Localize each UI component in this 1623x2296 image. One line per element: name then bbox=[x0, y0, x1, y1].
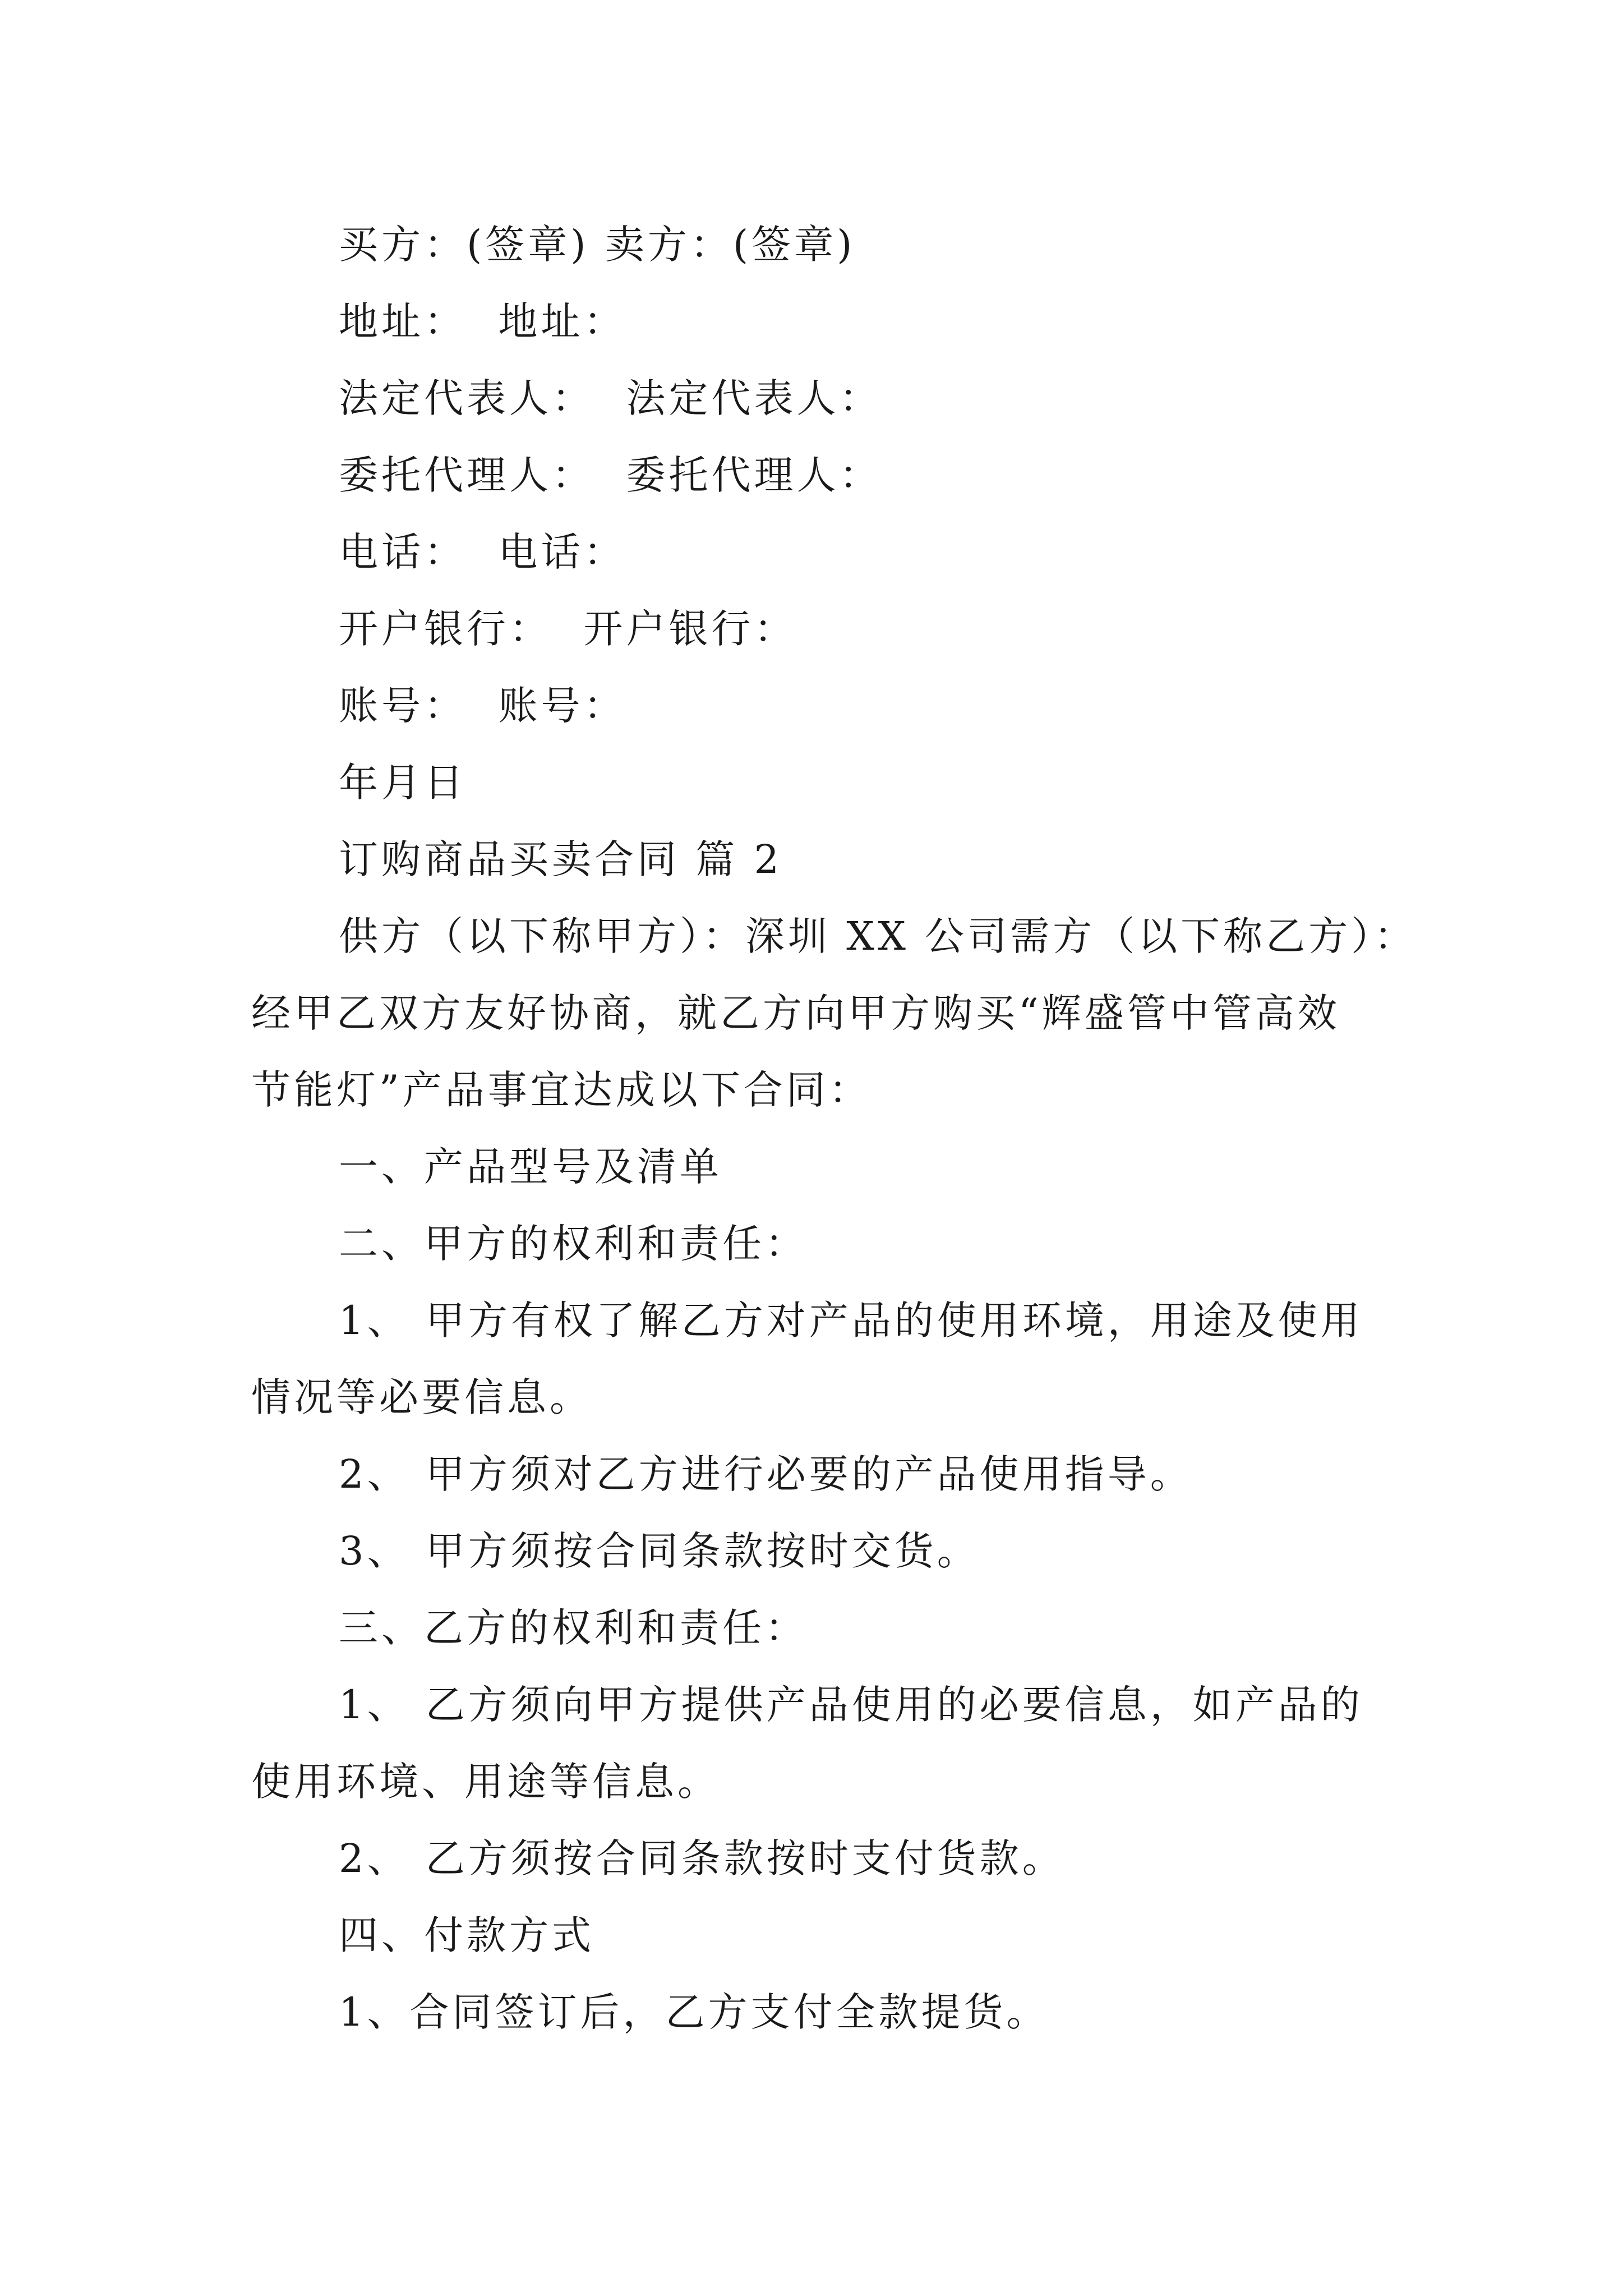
section-heading-3: 三、乙方的权利和责任： bbox=[339, 1605, 808, 1651]
clause-2-1-line-1: 1、 甲方有权了解乙方对产品的使用环境，用途及使用 bbox=[339, 1297, 1363, 1343]
authorized-agent-line: 委托代理人： 委托代理人： bbox=[339, 452, 882, 498]
legal-representative-line: 法定代表人： 法定代表人： bbox=[339, 375, 882, 421]
signature-line: 买方：(签章) 卖方：(签章) bbox=[339, 222, 856, 268]
clause-2-3: 3、 甲方须按合同条款按时交货。 bbox=[339, 1528, 980, 1574]
bank-line: 开户银行： 开户银行： bbox=[339, 606, 797, 652]
clause-3-2: 2、 乙方须按合同条款按时支付货款。 bbox=[339, 1835, 1065, 1881]
phone-line: 电话： 电话： bbox=[339, 529, 626, 575]
account-line: 账号： 账号： bbox=[339, 683, 626, 729]
parties-paragraph-line-3: 节能灯”产品事宜达成以下合同： bbox=[251, 1067, 872, 1113]
clause-2-2: 2、 甲方须对乙方进行必要的产品使用指导。 bbox=[339, 1451, 1193, 1497]
parties-paragraph-line-2: 经甲乙双方友好协商，就乙方向甲方购买“辉盛管中管高效 bbox=[251, 990, 1340, 1036]
clause-3-1-line-2: 使用环境、用途等信息。 bbox=[251, 1759, 720, 1805]
clause-4-1: 1、合同签订后，乙方支付全款提货。 bbox=[339, 1989, 1049, 2035]
document-body bbox=[251, 206, 1417, 2051]
section-heading-1: 一、产品型号及清单 bbox=[339, 1144, 722, 1190]
section-heading-2: 二、甲方的权利和责任： bbox=[339, 1221, 808, 1267]
section-heading-4: 四、付款方式 bbox=[339, 1912, 594, 1958]
clause-3-1-line-1: 1、 乙方须向甲方提供产品使用的必要信息，如产品的 bbox=[339, 1682, 1363, 1728]
address-line: 地址： 地址： bbox=[339, 298, 626, 344]
clause-2-1-line-2: 情况等必要信息。 bbox=[251, 1374, 592, 1420]
parties-paragraph-line-1: 供方（以下称甲方）：深圳 XX 公司需方（以下称乙方）： bbox=[339, 913, 1417, 959]
contract-title: 订购商品买卖合同 篇 2 bbox=[339, 836, 783, 882]
date-line: 年月日 bbox=[339, 760, 467, 806]
